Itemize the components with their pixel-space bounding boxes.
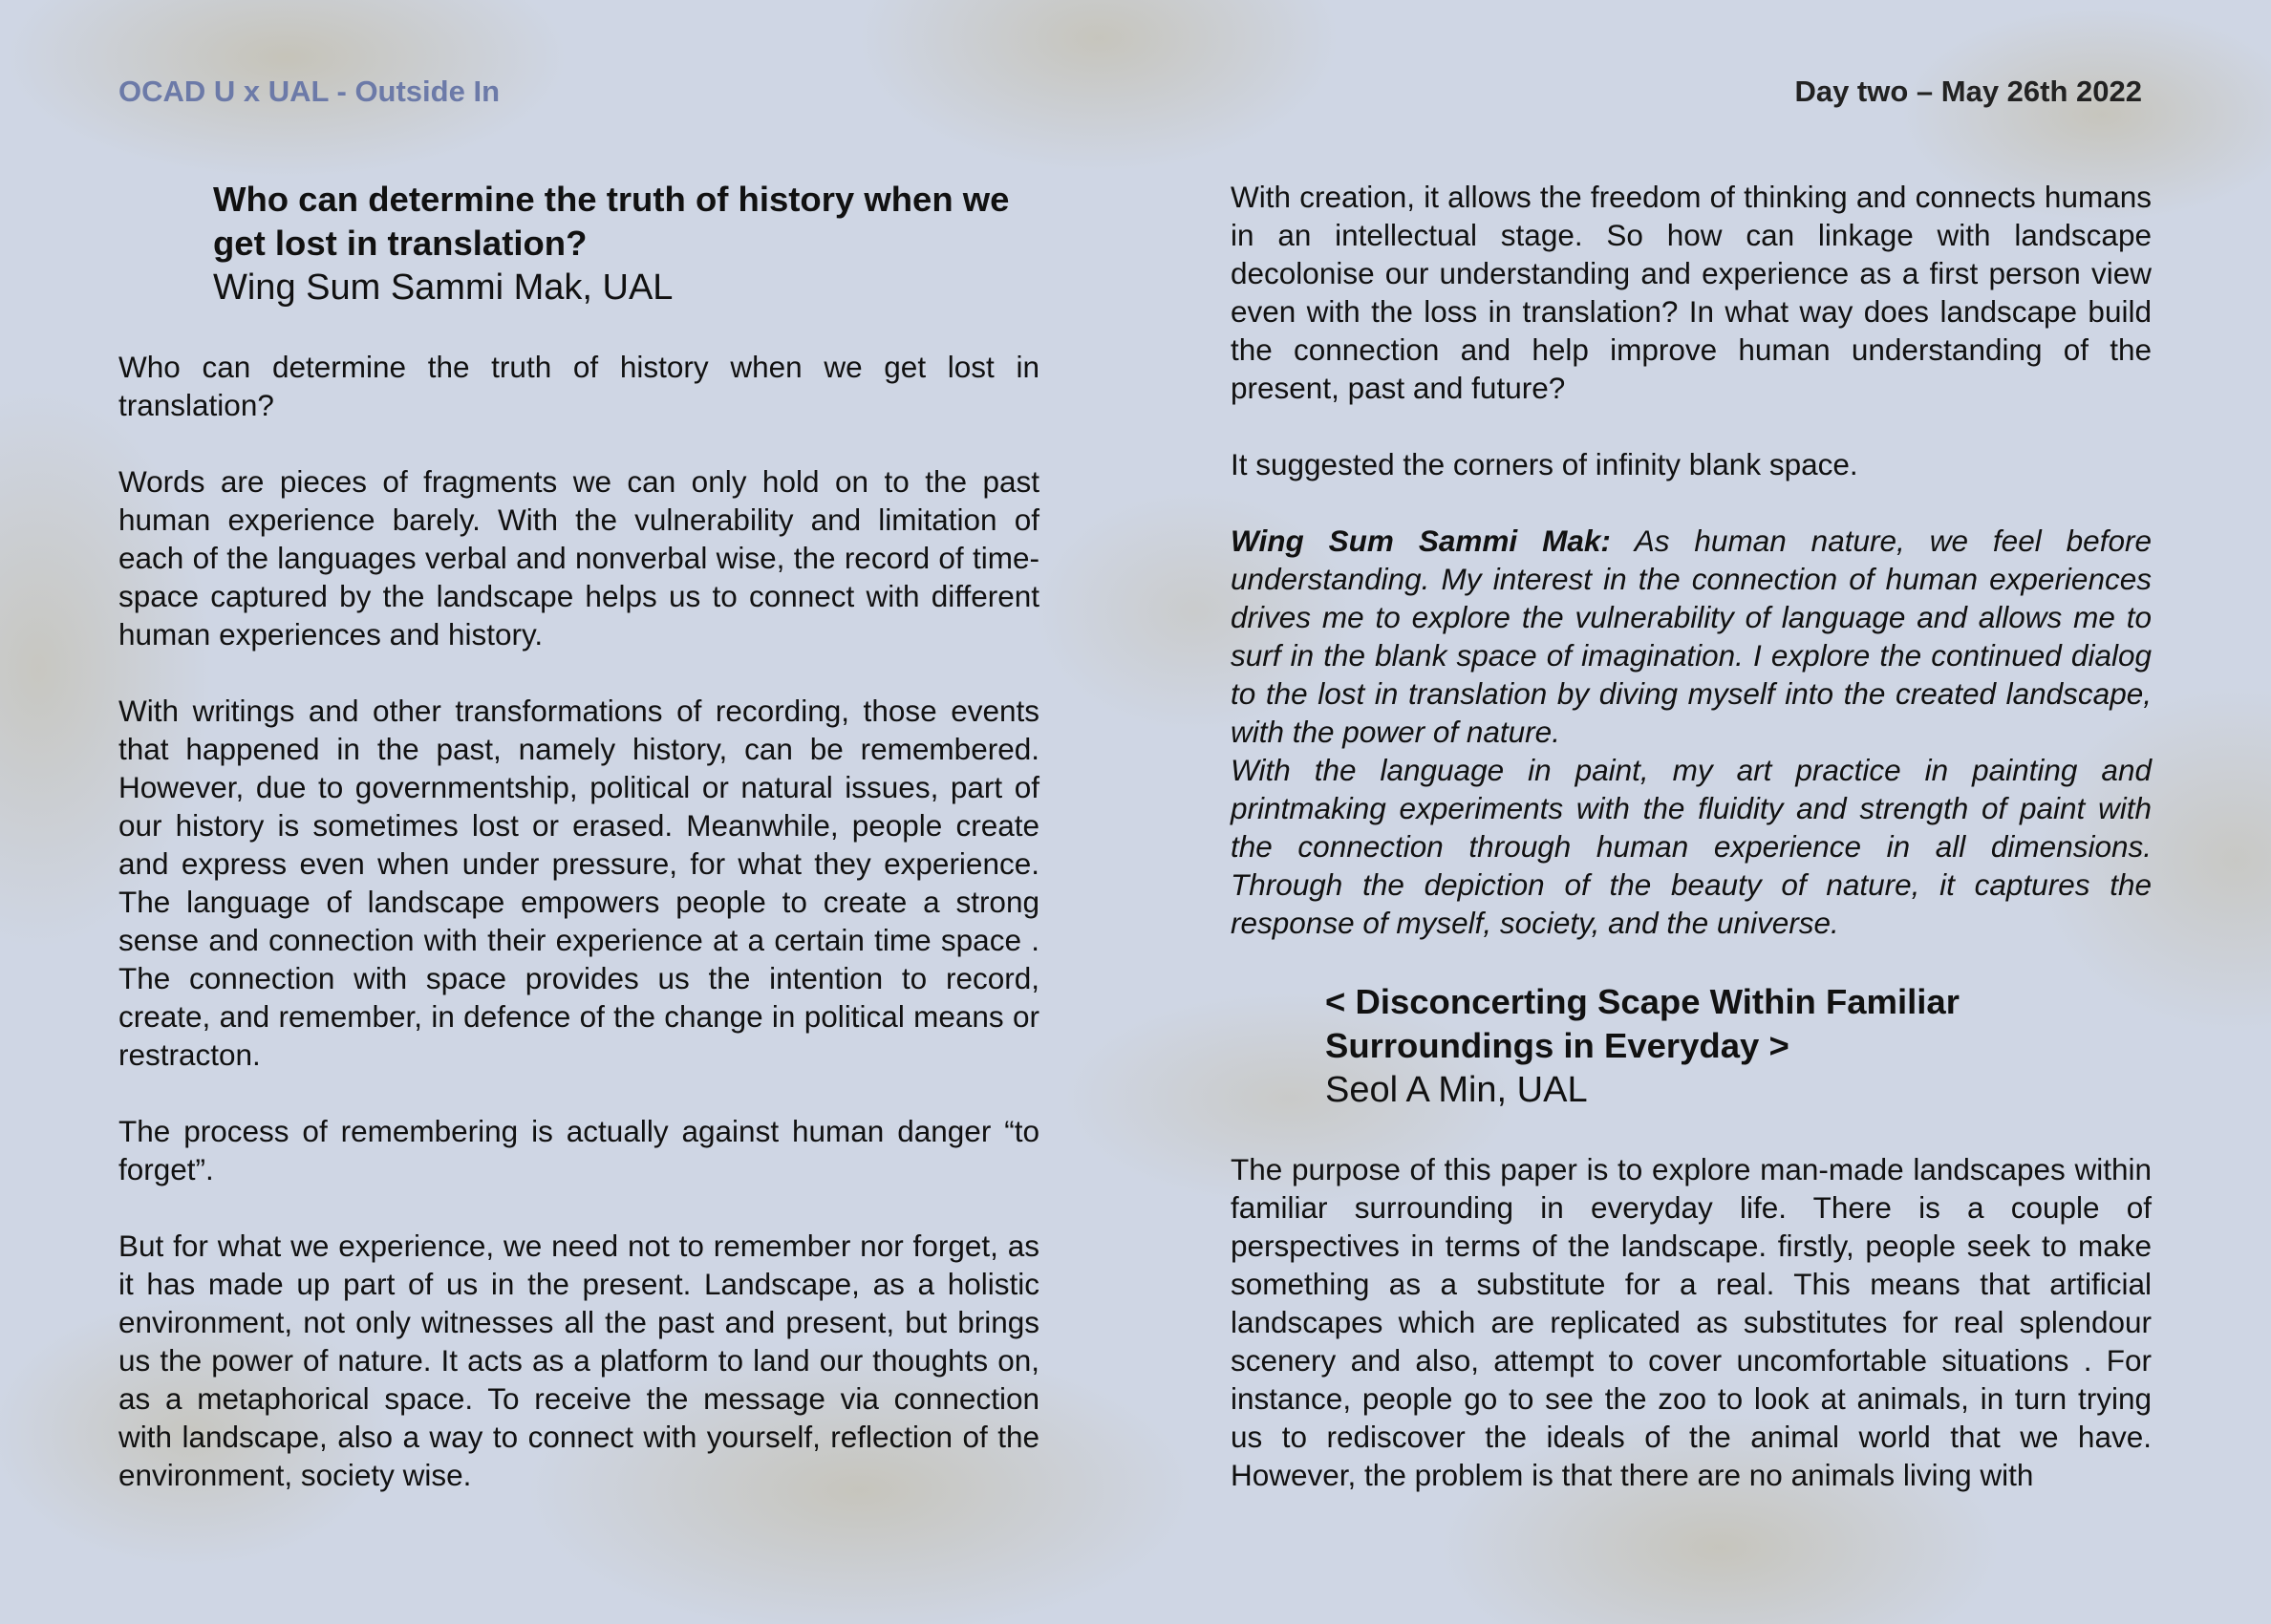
paragraph: But for what we experience, we need not to remember nor forget, as it has made up part of us in the present. Landscape, as a holistic environment, not only witnesses all the past and present, but brings us the power of nature. It acts as a platform to land our thoughts on, as a metaphorical space. To receive the message via connection with landscape, also a way to connect with yourself, reflection of the environment, society wise. bbox=[118, 1229, 1039, 1492]
paragraph: The process of remembering is actually against human danger “to forget”. bbox=[118, 1114, 1039, 1186]
day-date: Day two – May 26th 2022 bbox=[1794, 75, 2142, 108]
paragraph: With creation, it allows the freedom of thinking and connects humans in an intellectual stage. So how can linkage with landscape decolonise our understanding and experience as a first person view even with the loss in translation? In what way does landscape build the connection and help improve human understanding of the present, past and future? bbox=[1231, 180, 2152, 405]
second-article-title: < Disconcerting Scape Within Familiar Surroundings in Everyday > bbox=[1325, 982, 1960, 1065]
article-author: Wing Sum Sammi Mak, UAL bbox=[213, 267, 674, 308]
paragraph: Who can determine the truth of history when we get lost in translation? bbox=[118, 350, 1039, 422]
paragraph: With writings and other transformations of recording, those events that happened in the past, namely history, can be remembered. However, due to governmentship, political or natural issues, part of our history is sometimes lost or erased. Meanwhile, people create and express even when under pressure, for what they experience. The language of landscape empowers people to create a strong sense and connection with their experience at a certain time space . The connection with space provides us the intention to record, create, and remember, in defence of the change in political means or restracton. bbox=[118, 694, 1039, 1072]
paragraph: Words are pieces of fragments we can only hold on to the past human experience barely. With the vulnerability and limitation of each of the languages verbal and nonverbal wise, the record of time-space captured by the landscape helps us to connect with different human experiences and history. bbox=[118, 464, 1039, 652]
paragraph: It suggested the corners of infinity blank space. bbox=[1231, 447, 1858, 481]
bio-name: Wing Sum Sammi Mak: bbox=[1231, 524, 1611, 558]
second-article-author: Seol A Min, UAL bbox=[1325, 1070, 1588, 1110]
right-column bbox=[1231, 178, 2152, 1532]
publication-title: OCAD U x UAL - Outside In bbox=[118, 75, 501, 108]
article-heading bbox=[118, 178, 1039, 310]
artist-bio bbox=[1231, 522, 2152, 751]
bio-text: As human nature, we feel before understanding. My interest in the connection of human experiences drives me to explore the vulnerability of language and allows me to surf in the blank space of imagination. I explore the continued dialog to the lost in translation by diving myself into the created landscape, with the power of nature. bbox=[1231, 524, 2152, 749]
article-title: Who can determine the truth of history when we get lost in translation? bbox=[213, 180, 1010, 263]
artist-bio-continued: With the language in paint, my art practice in painting and printmaking experiments with the fluidity and strength of paint with the connection through human experience in all dimensions. Through the depiction of the beauty of nature, it captures the response of myself, society, and the universe. bbox=[1231, 753, 2152, 940]
paragraph: The purpose of this paper is to explore man-made landscapes within familiar surrounding in everyday life. There is a couple of perspectives in terms of the landscape. firstly, people seek to make something as a substitute for a real. This means that artificial landscapes which are replicated as substitutes for real splendour scenery and also, attempt to cover uncomfortable situations . For instance, people go to see the zoo to look at animals, in turn trying us to rediscover the ideals of the animal world that we have. However, the problem is that there are no animals living with bbox=[1231, 1152, 2152, 1492]
left-column bbox=[118, 178, 1039, 1532]
second-article-heading bbox=[1231, 980, 2152, 1112]
